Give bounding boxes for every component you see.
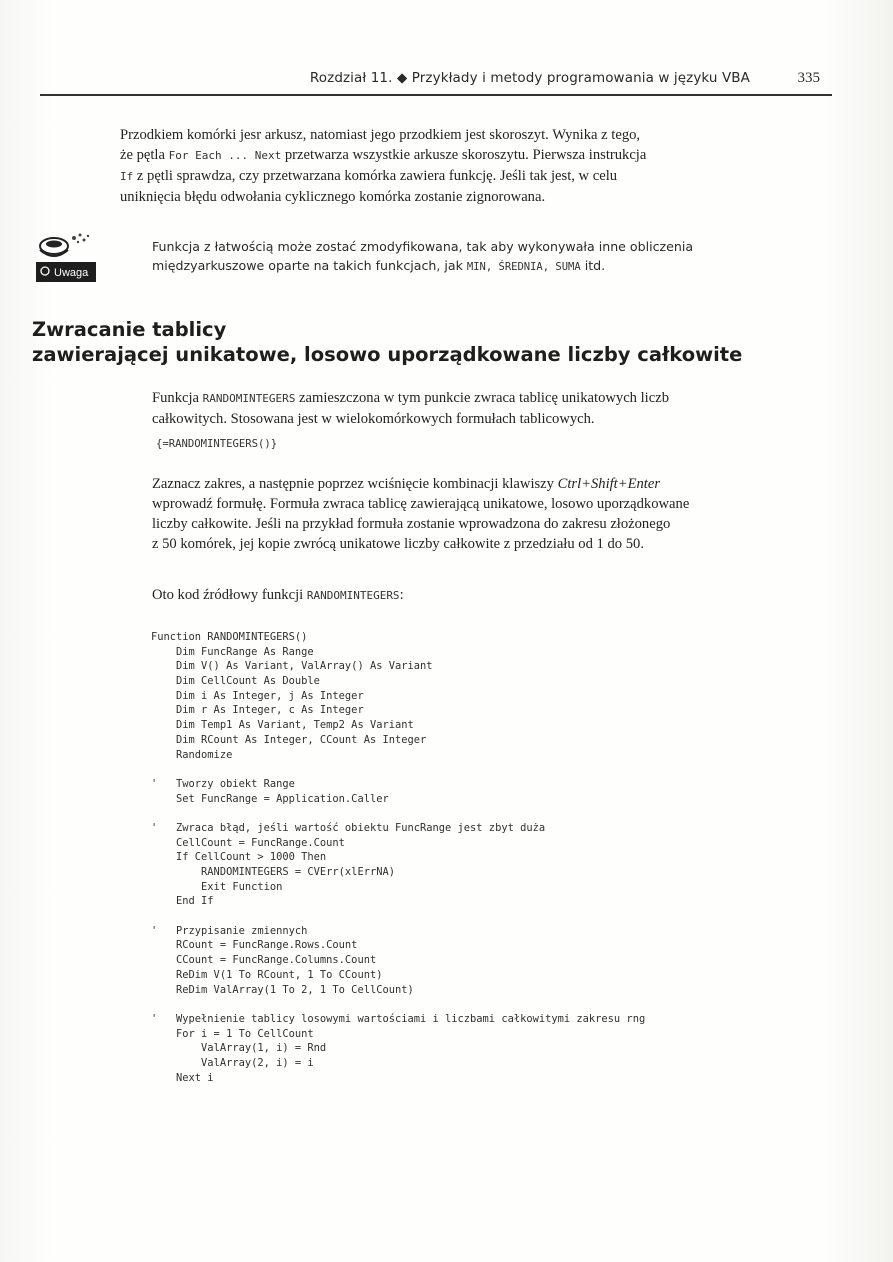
paragraph-2 xyxy=(152,474,852,554)
code-line: ' Przypisanie zmiennych xyxy=(151,924,308,937)
note-icon xyxy=(34,232,98,284)
intro-paragraph xyxy=(120,125,840,207)
para3-b: : xyxy=(399,587,404,603)
fn-name-2: RANDOMINTEGERS xyxy=(306,589,400,602)
para1-line-2: całkowitych. Stosowana jest w wielokomórkowych formułach tablicowych. xyxy=(152,411,595,427)
paragraph-3 xyxy=(152,585,842,606)
intro-line-2b: przetwarza wszystkie arkusze skoroszytu. Pierwsza instrukcja xyxy=(281,147,647,163)
code-line: If CellCount > 1000 Then xyxy=(151,851,327,864)
code-line: Dim CellCount As Double xyxy=(151,675,320,688)
code-line xyxy=(151,909,645,924)
code-line: RANDOMINTEGERS = CVErr(xlErrNA) xyxy=(151,866,395,878)
intro-line-2 xyxy=(120,145,840,166)
intro-line-1: Przodkiem komórki jesr arkusz, natomiast jego przodkiem jest skoroszyt. Wynika z tego, xyxy=(120,127,641,143)
intro-line-3 xyxy=(120,166,840,187)
code-line: For i = 1 To CellCount xyxy=(151,1027,314,1040)
para1-line-1 xyxy=(152,388,842,409)
code-line: Dim RCount As Integer, CCount As Integer xyxy=(151,733,427,746)
code-line: Set FuncRange = Application.Caller xyxy=(151,792,389,805)
para3-a: Oto kod źródłowy funkcji xyxy=(152,587,307,603)
code-line: ReDim V(1 To RCount, 1 To CCount) xyxy=(151,968,383,981)
key-combo: Ctrl+Shift+Enter xyxy=(557,476,661,492)
code-line: Dim i As Integer, j As Integer xyxy=(151,689,364,702)
code-line: Function RANDOMINTEGERS() xyxy=(151,631,308,643)
section-heading xyxy=(32,317,742,367)
code-line: Dim V() As Variant, ValArray() As Variant xyxy=(151,660,433,673)
section-heading-line-1: Zwracanie tablicy xyxy=(32,318,227,341)
para3-line xyxy=(152,585,842,606)
code-for-each: For Each ... Next xyxy=(168,149,282,162)
page-number: 335 xyxy=(797,70,820,86)
para2-l1a: Zaznacz zakres, a następnie poprzez wciśnięcie kombinacji klawiszy xyxy=(152,476,558,492)
code-if: If xyxy=(120,170,134,183)
para2-line-2: wprowadź formułę. Formuła zwraca tablicę zawierającą unikatowe, losowo uporządkowane xyxy=(152,496,690,512)
note-functions: MIN, ŚREDNIA, SUMA xyxy=(466,261,581,273)
note-line-2b: itd. xyxy=(580,258,606,273)
code-line xyxy=(151,762,645,777)
header-title: Rozdział 11. ◆ Przykłady i metody programowania w języku VBA xyxy=(309,70,750,86)
para1-b: zamieszczona w tym punkcie zwraca tablicę unikatowych liczb xyxy=(295,390,669,406)
code-line: Next i xyxy=(151,1071,214,1084)
code-line: Dim Temp1 As Variant, Temp2 As Variant xyxy=(151,719,414,732)
section-heading-line-2: zawierającej unikatowe, losowo uporządkowane liczby całkowite xyxy=(32,343,743,366)
intro-line-3b: z pętli sprawdza, czy przetwarzana komórka zawiera funkcję. Jeśli tak jest, w celu xyxy=(133,168,618,184)
code-line: Exit Function xyxy=(151,880,283,893)
code-line: End If xyxy=(151,895,214,908)
fn-name-1: RANDOMINTEGERS xyxy=(202,392,296,405)
code-line: Randomize xyxy=(151,748,233,761)
code-line: Dim r As Integer, c As Integer xyxy=(151,704,364,717)
running-header xyxy=(40,66,830,92)
paragraph-1 xyxy=(152,388,842,429)
header-rule xyxy=(40,94,832,96)
para2-line-3: liczby całkowite. Jeśli na przykład formuła zostanie wprowadzona do zakresu złożonego xyxy=(152,516,671,532)
code-line: CCount = FuncRange.Columns.Count xyxy=(151,954,377,967)
para2-line-4: z 50 komórek, jej kopie zwrócą unikatowe liczby całkowite z przedziału od 1 do 50. xyxy=(152,536,644,552)
code-line xyxy=(151,806,645,821)
para1-a: Funkcja xyxy=(152,390,203,406)
code-line: ValArray(1, i) = Rnd xyxy=(151,1042,327,1055)
note-line-2a: międzyarkuszowe oparte na takich funkcjach, jak xyxy=(152,258,467,273)
formula-example: {=RANDOMINTEGERS()} xyxy=(156,438,278,450)
code-line: ' Zwraca błąd, jeśli wartość obiektu FuncRange jest zbyt duża xyxy=(151,821,546,834)
code-line: CellCount = FuncRange.Count xyxy=(151,836,345,849)
note-badge-label: Uwaga xyxy=(54,267,89,279)
para2-line-1 xyxy=(152,474,852,494)
code-line: RCount = FuncRange.Rows.Count xyxy=(151,939,358,952)
code-line: Dim FuncRange As Range xyxy=(151,645,314,658)
code-line: ReDim ValArray(1 To 2, 1 To CellCount) xyxy=(151,983,414,996)
note-line-2 xyxy=(152,256,693,277)
note-line-1: Funkcja z łatwością może zostać zmodyfikowana, tak aby wykonywała inne obliczenia xyxy=(152,239,694,254)
intro-line-4: uniknięcia błędu odwołania cyklicznego komórka zostanie zignorowana. xyxy=(120,189,546,205)
note-text xyxy=(152,237,693,277)
intro-line-2a: że pętla xyxy=(120,147,169,163)
code-line: ' Tworzy obiekt Range xyxy=(151,777,295,790)
code-line: ValArray(2, i) = i xyxy=(151,1056,314,1069)
code-line: ' Wypełnienie tablicy losowymi wartościami i liczbami całkowitymi zakresu rng xyxy=(151,1012,646,1025)
code-line xyxy=(151,997,645,1012)
code-listing xyxy=(151,630,645,1085)
